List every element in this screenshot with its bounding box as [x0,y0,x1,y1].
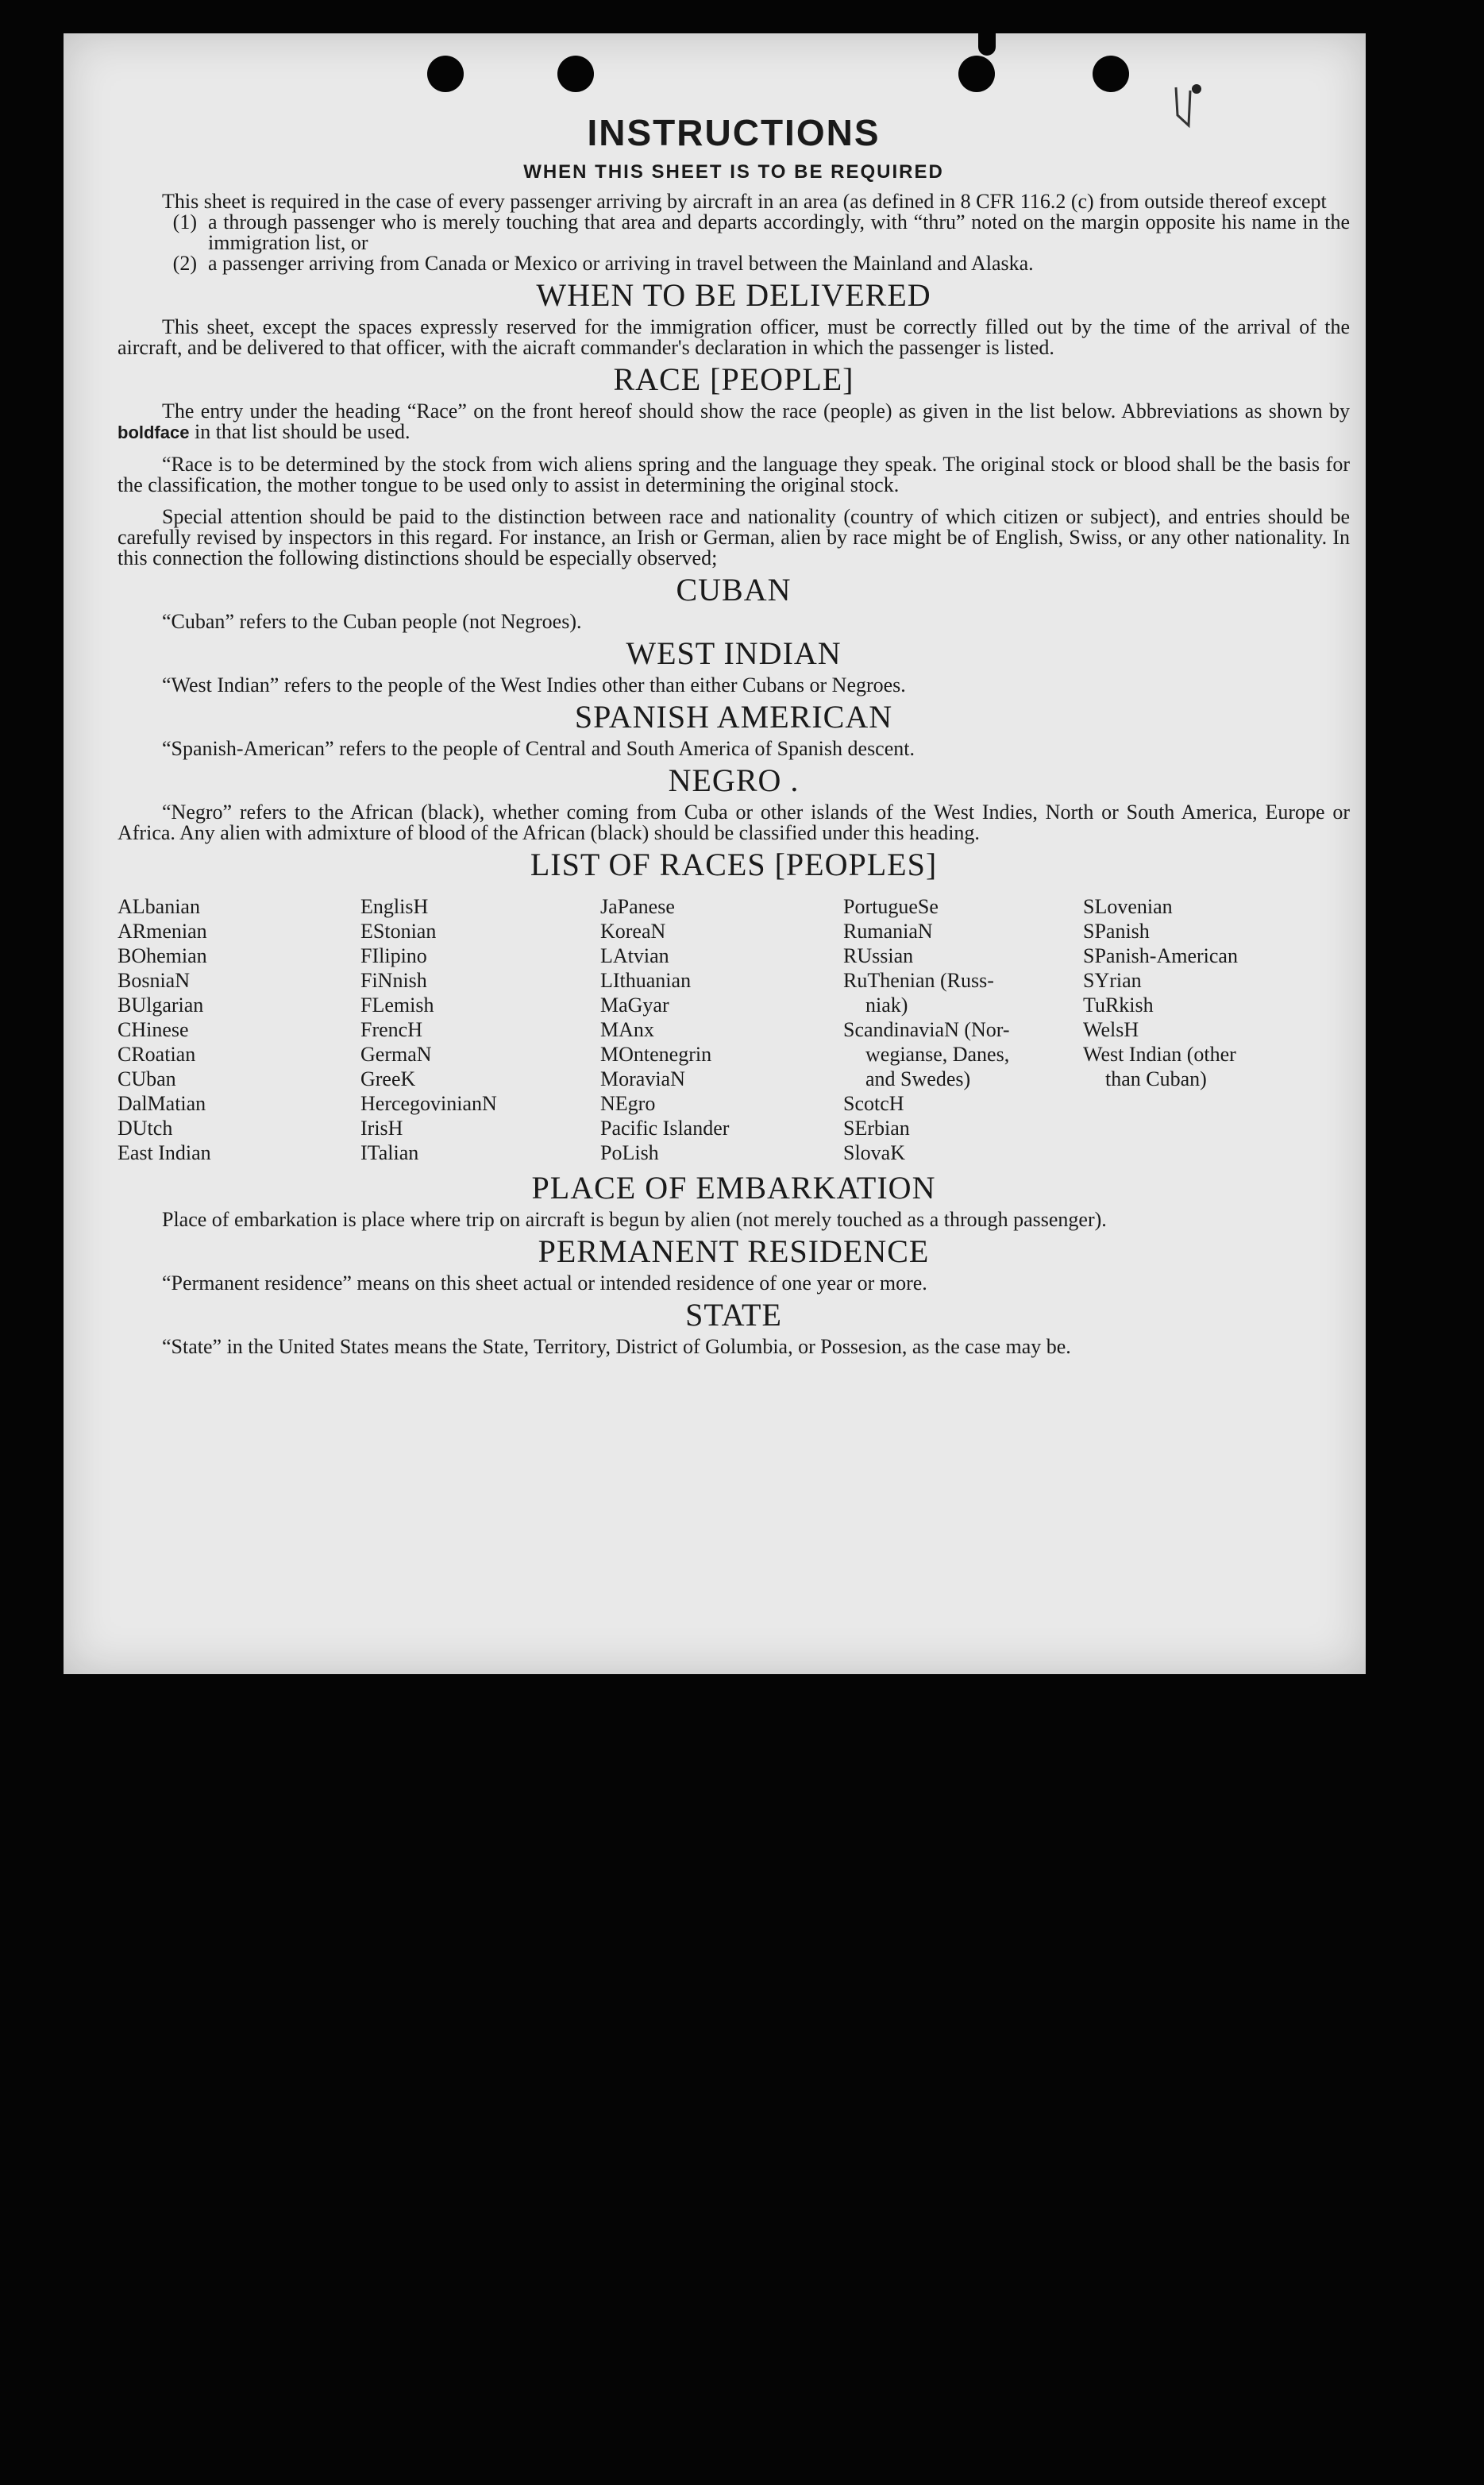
section-heading-state: STATE [685,1297,782,1333]
item-number: (1) [172,210,197,233]
race-entry: BOhemian [118,944,207,967]
race-entry: MOntenegrin [600,1043,712,1066]
race-entry: MAnx [600,1018,654,1041]
race-entry: SlovaK [843,1141,905,1164]
race-entry: West Indian (other [1083,1043,1236,1066]
race-entry: BosniaN [118,969,190,992]
punch-hole [1093,56,1129,92]
race-entry: RUssian [843,944,914,967]
embarkation-paragraph: Place of embarkation is place where trip on aircraft is begun by alien (not merely touched as a through passenger). [162,1208,1107,1231]
race-entry: ALbanian [118,895,200,918]
race-entry: RumaniaN [843,920,933,943]
race-entry: Pacific Islander [600,1117,730,1140]
race-entry: SLovenian [1083,895,1173,918]
item-text: a passenger arriving from Canada or Mexico or arriving in travel between the Mainland and Alaska. [208,252,1034,275]
exception-item [118,253,1350,274]
race-entry: KoreaN [600,920,666,943]
race-entry: JaPanese [600,895,675,918]
delivered-paragraph: This sheet, except the spaces expressly reserved for the immigration officer, must be correctly filled out by the time of the arrival of the aircraft, and be delivered to that officer, with the aicraft commander's declaration in which the passenger is listed. [118,315,1350,359]
section-heading-delivered: WHEN TO BE DELIVERED [536,277,931,313]
boldface-word: boldface [118,423,190,442]
race-entry: SPanish-American [1083,944,1238,967]
state-paragraph: “State” in the United States means the State, Territory, District of Golumbia, or Possesion, as the case may be. [162,1335,1071,1358]
punch-hole [557,56,594,92]
race-entry: and Swedes) [865,1067,971,1090]
races-column [118,894,360,1165]
section-heading-embarkation: PLACE OF EMBARKATION [531,1170,936,1206]
race-entry: EnglisH [360,895,429,918]
race-entry: PoLish [600,1141,659,1164]
item-text: a through passenger who is merely touching that area and departs accordingly, with “thru” noted on the margin opposite his name in the immigration list, or [208,210,1350,254]
race-entry: ScandinaviaN (Nor- [843,1018,1010,1041]
race-entry: FIlipino [360,944,427,967]
race-entry: MaGyar [600,994,669,1017]
race-entry: IrisH [360,1117,403,1140]
race-entry: MoraviaN [600,1067,685,1090]
race-entry: EStonian [360,920,437,943]
section-heading-list-of-races: LIST OF RACES [PEOPLES] [530,847,938,882]
torn-notch [978,33,996,56]
race-p1-end: in that list should be used. [194,420,411,443]
races-column [843,894,1083,1165]
race-entry: niak) [865,994,908,1017]
race-entry: GermaN [360,1043,432,1066]
item-number: (2) [172,252,197,275]
spanish-american-paragraph: “Spanish-American” refers to the people of Central and South America of Spanish descent. [162,737,915,760]
section-heading-west-indian: WEST INDIAN [626,635,842,671]
race-entry: DalMatian [118,1092,206,1115]
race-entry: FrencH [360,1018,422,1041]
race-entry: GreeK [360,1067,416,1090]
race-entry: SYrian [1083,969,1142,992]
section-heading-race: RACE [PEOPLE] [613,361,854,397]
races-column [1083,894,1321,1165]
race-entry: ITalian [360,1141,419,1164]
race-entry: RuThenian (Russ- [843,969,994,992]
races-list [118,894,1350,1165]
race-entry: ARmenian [118,920,207,943]
race-entry: than Cuban) [1105,1067,1207,1090]
section-heading-cuban: CUBAN [676,572,792,608]
negro-paragraph: “Negro” refers to the African (black), whether coming from Cuba or other islands of the West Indies, North or South America, Europe or Africa. Any alien with admixture of blood of the African (black) should be classified under this heading. [118,801,1350,844]
races-column [360,894,600,1165]
race-paragraph-3: Special attention should be paid to the distinction between race and nationality (country of which citizen or subject), and entries should be carefully revised by inspectors in this regard. For instance, an Irish or German, alien by race might be of English, Swiss, or any other nationality. In this connection the following distinctions should be especially observed; [118,505,1350,569]
race-entry: CHinese [118,1018,189,1041]
page-subtitle: WHEN THIS SHEET IS TO BE REQUIRED [523,161,944,183]
race-entry: East Indian [118,1141,211,1164]
race-entry: NEgro [600,1092,656,1115]
residence-paragraph: “Permanent residence” means on this sheet actual or intended residence of one year or more. [162,1271,927,1295]
race-paragraph-2: “Race is to be determined by the stock from wich aliens spring and the language they speak. The original stock or blood shall be the basis for the classification, the mother tongue to be used only to assist in determining the original stock. [118,453,1350,496]
race-p1-text: The entry under the heading “Race” on the front hereof should show the race (people) as given in the list below. Abbreviations as shown by [162,399,1350,423]
exception-item [118,212,1350,253]
instructions-content [118,109,1350,1357]
section-heading-residence: PERMANENT RESIDENCE [538,1233,930,1269]
race-entry: ScotcH [843,1092,904,1115]
race-entry: CRoatian [118,1043,196,1066]
section-heading-spanish-american: SPANISH AMERICAN [574,699,893,735]
document-sheet [64,33,1366,1674]
race-entry: PortugueSe [843,895,939,918]
races-column [600,894,843,1165]
section-heading-negro: NEGRO . [668,762,800,798]
page-title: INSTRUCTIONS [587,112,881,153]
race-entry: TuRkish [1083,994,1154,1017]
west-indian-paragraph: “West Indian” refers to the people of the West Indies other than either Cubans or Negroes. [162,673,906,696]
race-entry: BUlgarian [118,994,204,1017]
race-entry: LAtvian [600,944,669,967]
race-entry: HercegovinianN [360,1092,497,1115]
race-entry: DUtch [118,1117,173,1140]
race-entry: FiNnish [360,969,427,992]
punch-hole [958,56,995,92]
cuban-paragraph: “Cuban” refers to the Cuban people (not Negroes). [162,610,582,633]
race-paragraph-1 [118,401,1350,443]
race-entry: SPanish [1083,920,1150,943]
race-entry: CUban [118,1067,176,1090]
intro-paragraph: This sheet is required in the case of every passenger arriving by aircraft in an area (as defined in 8 CFR 116.2 (c) from outside thereof except [162,190,1327,213]
punch-hole [427,56,464,92]
race-entry: SErbian [843,1117,910,1140]
race-entry: LIthuanian [600,969,692,992]
race-entry: WelsH [1083,1018,1139,1041]
race-entry: FLemish [360,994,434,1017]
race-entry: wegianse, Danes, [865,1043,1010,1066]
